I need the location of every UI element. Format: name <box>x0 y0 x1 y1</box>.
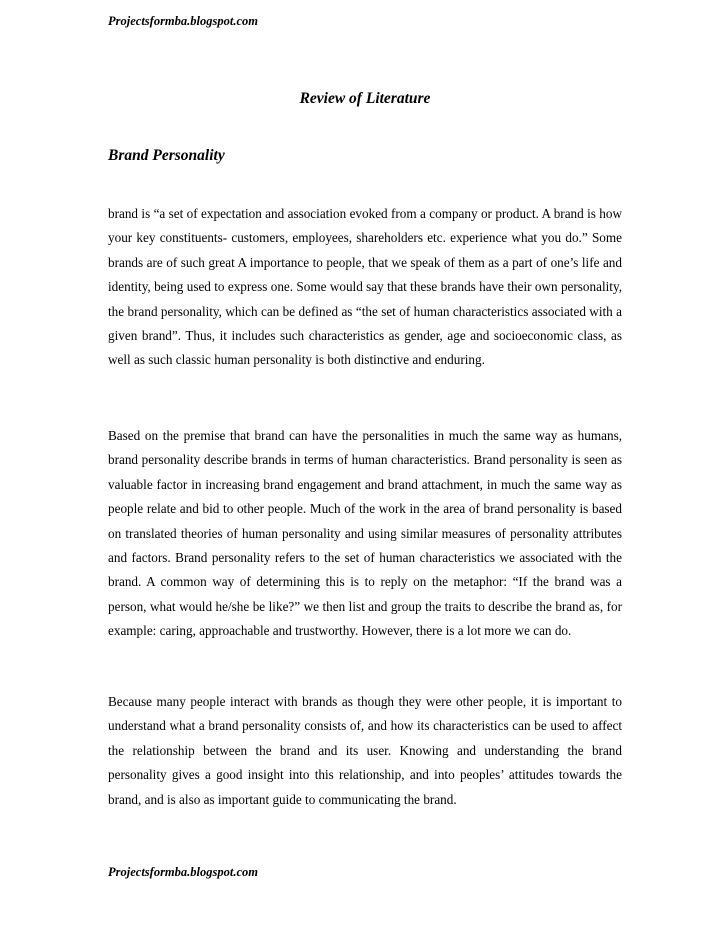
document-title: Review of Literature <box>299 90 431 107</box>
paragraph-1: brand is “a set of expectation and association evoked from a company or product. A brand is how your key constituents- customers, employees, shareholders etc. experience what you do.” Some brands are of such great A importance to people, that we speak of them as a part of one’s life and identity, being used to express one. Some would say that these brands have their own personality, the brand personality, which can be defined as “the set of human characteristics associated with a given brand”. Thus, it includes such characteristics as gender, age and socioeconomic class, as well as such classic human personality is both distinctive and enduring. <box>108 206 622 368</box>
paragraph-2: Based on the premise that brand can have the personalities in much the same way as humans, brand personality describe brands in terms of human characteristics. Brand personality is seen as valuable factor in increasing brand engagement and brand attachment, in much the same way as people relate and bid to other people. Much of the work in the area of brand personality is based on translated theories of human personality and using similar measures of personality attributes and factors. Brand personality refers to the set of human characteristics we associated with the brand. A common way of determining this is to reply on the metaphor: “If the brand was a person, what would he/she be like?” we then list and group the traits to describe the brand as, for example: caring, approachable and trustworthy. However, there is a lot more we can do. <box>108 428 622 639</box>
section-heading: Brand Personality <box>108 147 225 164</box>
page-header-site: Projectsformba.blogspot.com <box>108 14 258 28</box>
paragraph-3: Because many people interact with brands as though they were other people, it is important to understand what a brand personality consists of, and how its characteristics can be used to affect the relationship between the brand and its user. Knowing and understanding the brand personality gives a good insight into this relationship, and into peoples’ attitudes towards the brand, and is also as important guide to communicating the brand. <box>108 694 622 807</box>
page-footer-site: Projectsformba.blogspot.com <box>108 865 258 879</box>
document-page <box>108 0 622 943</box>
